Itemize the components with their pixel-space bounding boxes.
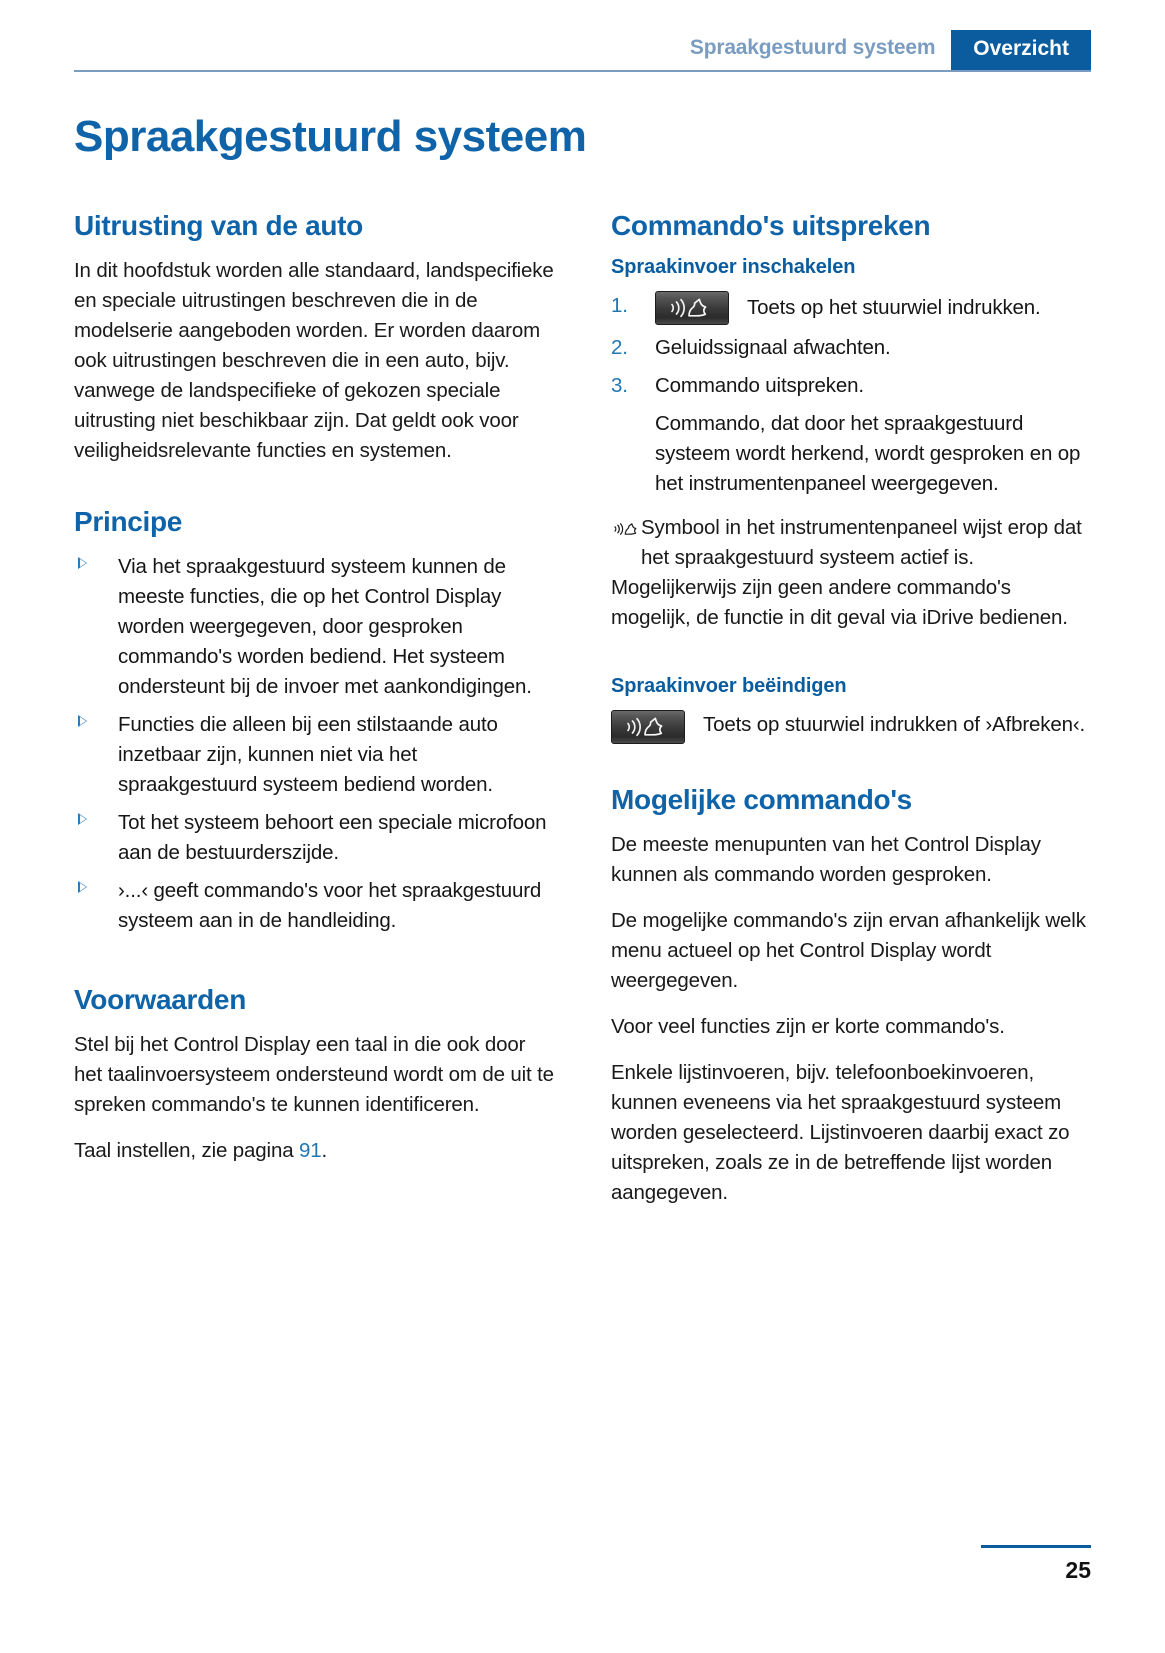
symbol-note-text: Symbool in het instrumentenpaneel wijst erop dat het spraakgestuurd systeem actief is. <box>641 516 1082 569</box>
section-equipment <box>74 210 554 466</box>
speech-symbol-icon <box>611 519 641 544</box>
triangle-bullet-icon <box>78 715 87 727</box>
equipment-heading: Uitrusting van de auto <box>74 210 363 241</box>
section-conditions <box>74 984 554 1166</box>
symbol-note-row <box>611 513 1091 573</box>
spacer <box>611 499 1091 513</box>
spacer <box>611 744 1091 784</box>
footer-divider <box>981 1545 1091 1548</box>
header-divider <box>74 70 1091 72</box>
activate-subheading: Spraakinvoer inschakelen <box>611 256 856 278</box>
speech-key-icon[interactable] <box>611 710 685 744</box>
triangle-bullet-icon <box>78 881 87 893</box>
possible-commands-heading: Mogelijke commando's <box>611 784 912 815</box>
speech-key-icon[interactable] <box>655 291 729 325</box>
cross-reference-suffix: . <box>321 1139 328 1162</box>
list-item <box>74 710 554 800</box>
section-possible-commands <box>611 784 1091 1208</box>
step-text: Geluidssignaal afwachten. <box>655 336 891 359</box>
list-item-text: Via het spraakgestuurd systeem kunnen de meeste functies, die op het Control Display worden weergegeven, door gesproken commando's worden bediend. Het systeem ondersteunt bij de invoer met aankondigingen. <box>118 555 532 698</box>
page-header <box>0 0 1165 72</box>
section-principle <box>74 506 554 936</box>
conditions-cross-reference <box>74 1136 554 1166</box>
possible-commands-paragraph: De mogelijke commando's zijn ervan afhankelijk welk menu actueel op het Control Display wordt weergegeven. <box>611 909 1086 992</box>
possible-commands-paragraph: Enkele lijstinvoeren, bijv. telefoonboekinvoeren, kunnen eveneens via het spraakgestuurd systeem worden geselecteerd. Lijstinvoeren daarbij exact zo uitspreken, zoals ze in de betreffende lijst worden aangegeven. <box>611 1061 1070 1204</box>
cross-reference-page-link[interactable]: 91 <box>299 1139 322 1162</box>
page-title: Spraakgestuurd systeem <box>74 112 587 161</box>
list-item <box>611 291 1091 325</box>
step-number: 3. <box>611 374 628 397</box>
step-number: 2. <box>611 336 628 359</box>
triangle-bullet-icon <box>78 813 87 825</box>
step3-continuation: Commando, dat door het spraakgestuurd systeem wordt herkend, wordt gesproken en op het instrumentenpaneel weergegeven. <box>655 412 1081 495</box>
step-text: Toets op het stuurwiel indrukken. <box>747 296 1041 319</box>
speak-commands-heading: Commando's uitspreken <box>611 210 931 241</box>
page-footer <box>74 1545 1091 1595</box>
list-item <box>611 371 1091 401</box>
possible-commands-paragraph: De meeste menupunten van het Control Display kunnen als commando worden gesproken. <box>611 833 1041 886</box>
principle-heading: Principe <box>74 506 183 537</box>
deactivate-key-text: Toets op stuurwiel indrukken of ›Afbreken‹. <box>703 713 1086 736</box>
spacer <box>74 944 554 984</box>
step-text: Commando uitspreken. <box>655 374 864 397</box>
list-item-text: Tot het systeem behoort een speciale microfoon aan de bestuurderszijde. <box>118 811 547 864</box>
possible-commands-paragraph: Voor veel functies zijn er korte commando's. <box>611 1015 1005 1038</box>
spacer <box>74 466 554 506</box>
list-item <box>74 876 554 936</box>
deactivate-key-row <box>611 710 1091 744</box>
section-speak-commands <box>611 210 1091 744</box>
list-item-text: ›...‹ geeft commando's voor het spraakgestuurd systeem aan in de handleiding. <box>118 879 542 932</box>
left-column <box>74 210 554 1208</box>
principle-bullet-list <box>74 552 554 936</box>
list-item <box>74 808 554 868</box>
header-breadcrumb <box>690 30 1091 70</box>
activate-step-list <box>611 291 1091 401</box>
cross-reference-prefix: Taal instellen, zie pagina <box>74 1139 300 1162</box>
triangle-bullet-icon <box>78 557 87 569</box>
right-column <box>611 210 1091 1208</box>
deactivate-subheading: Spraakinvoer beëindigen <box>611 675 847 697</box>
spacer <box>611 649 1091 675</box>
step-number: 1. <box>611 294 628 317</box>
page-body <box>74 210 1091 1208</box>
fallback-note: Mogelijkerwijs zijn geen andere commando's mogelijk, de functie in dit geval via iDrive bedienen. <box>611 576 1068 629</box>
list-item <box>611 333 1091 363</box>
header-chapter-label: Spraakgestuurd systeem <box>689 36 936 59</box>
header-section-tab: Overzicht <box>951 30 1091 70</box>
list-item <box>74 552 554 702</box>
page-number: 25 <box>1065 1557 1091 1583</box>
conditions-paragraph: Stel bij het Control Display een taal in die ook door het taalinvoersysteem ondersteund wordt om de uit te spreken commando's te kunnen identificeren. <box>74 1033 554 1116</box>
list-item-text: Functies die alleen bij een stilstaande auto inzetbaar zijn, kunnen niet via het spraakgestuurd systeem bediend worden. <box>118 713 498 796</box>
equipment-paragraph: In dit hoofdstuk worden alle standaard, landspecifieke en speciale uitrustingen beschreven die in de modelserie aangeboden worden. Er worden daarom ook uitrustingen beschreven die in een auto, bijv. vanwege de landspecifieke of gekozen speciale uitrusting niet beschikbaar zijn. Dat geldt ook voor veiligheidsrelevante functies en systemen. <box>74 259 554 462</box>
conditions-heading: Voorwaarden <box>74 984 247 1015</box>
